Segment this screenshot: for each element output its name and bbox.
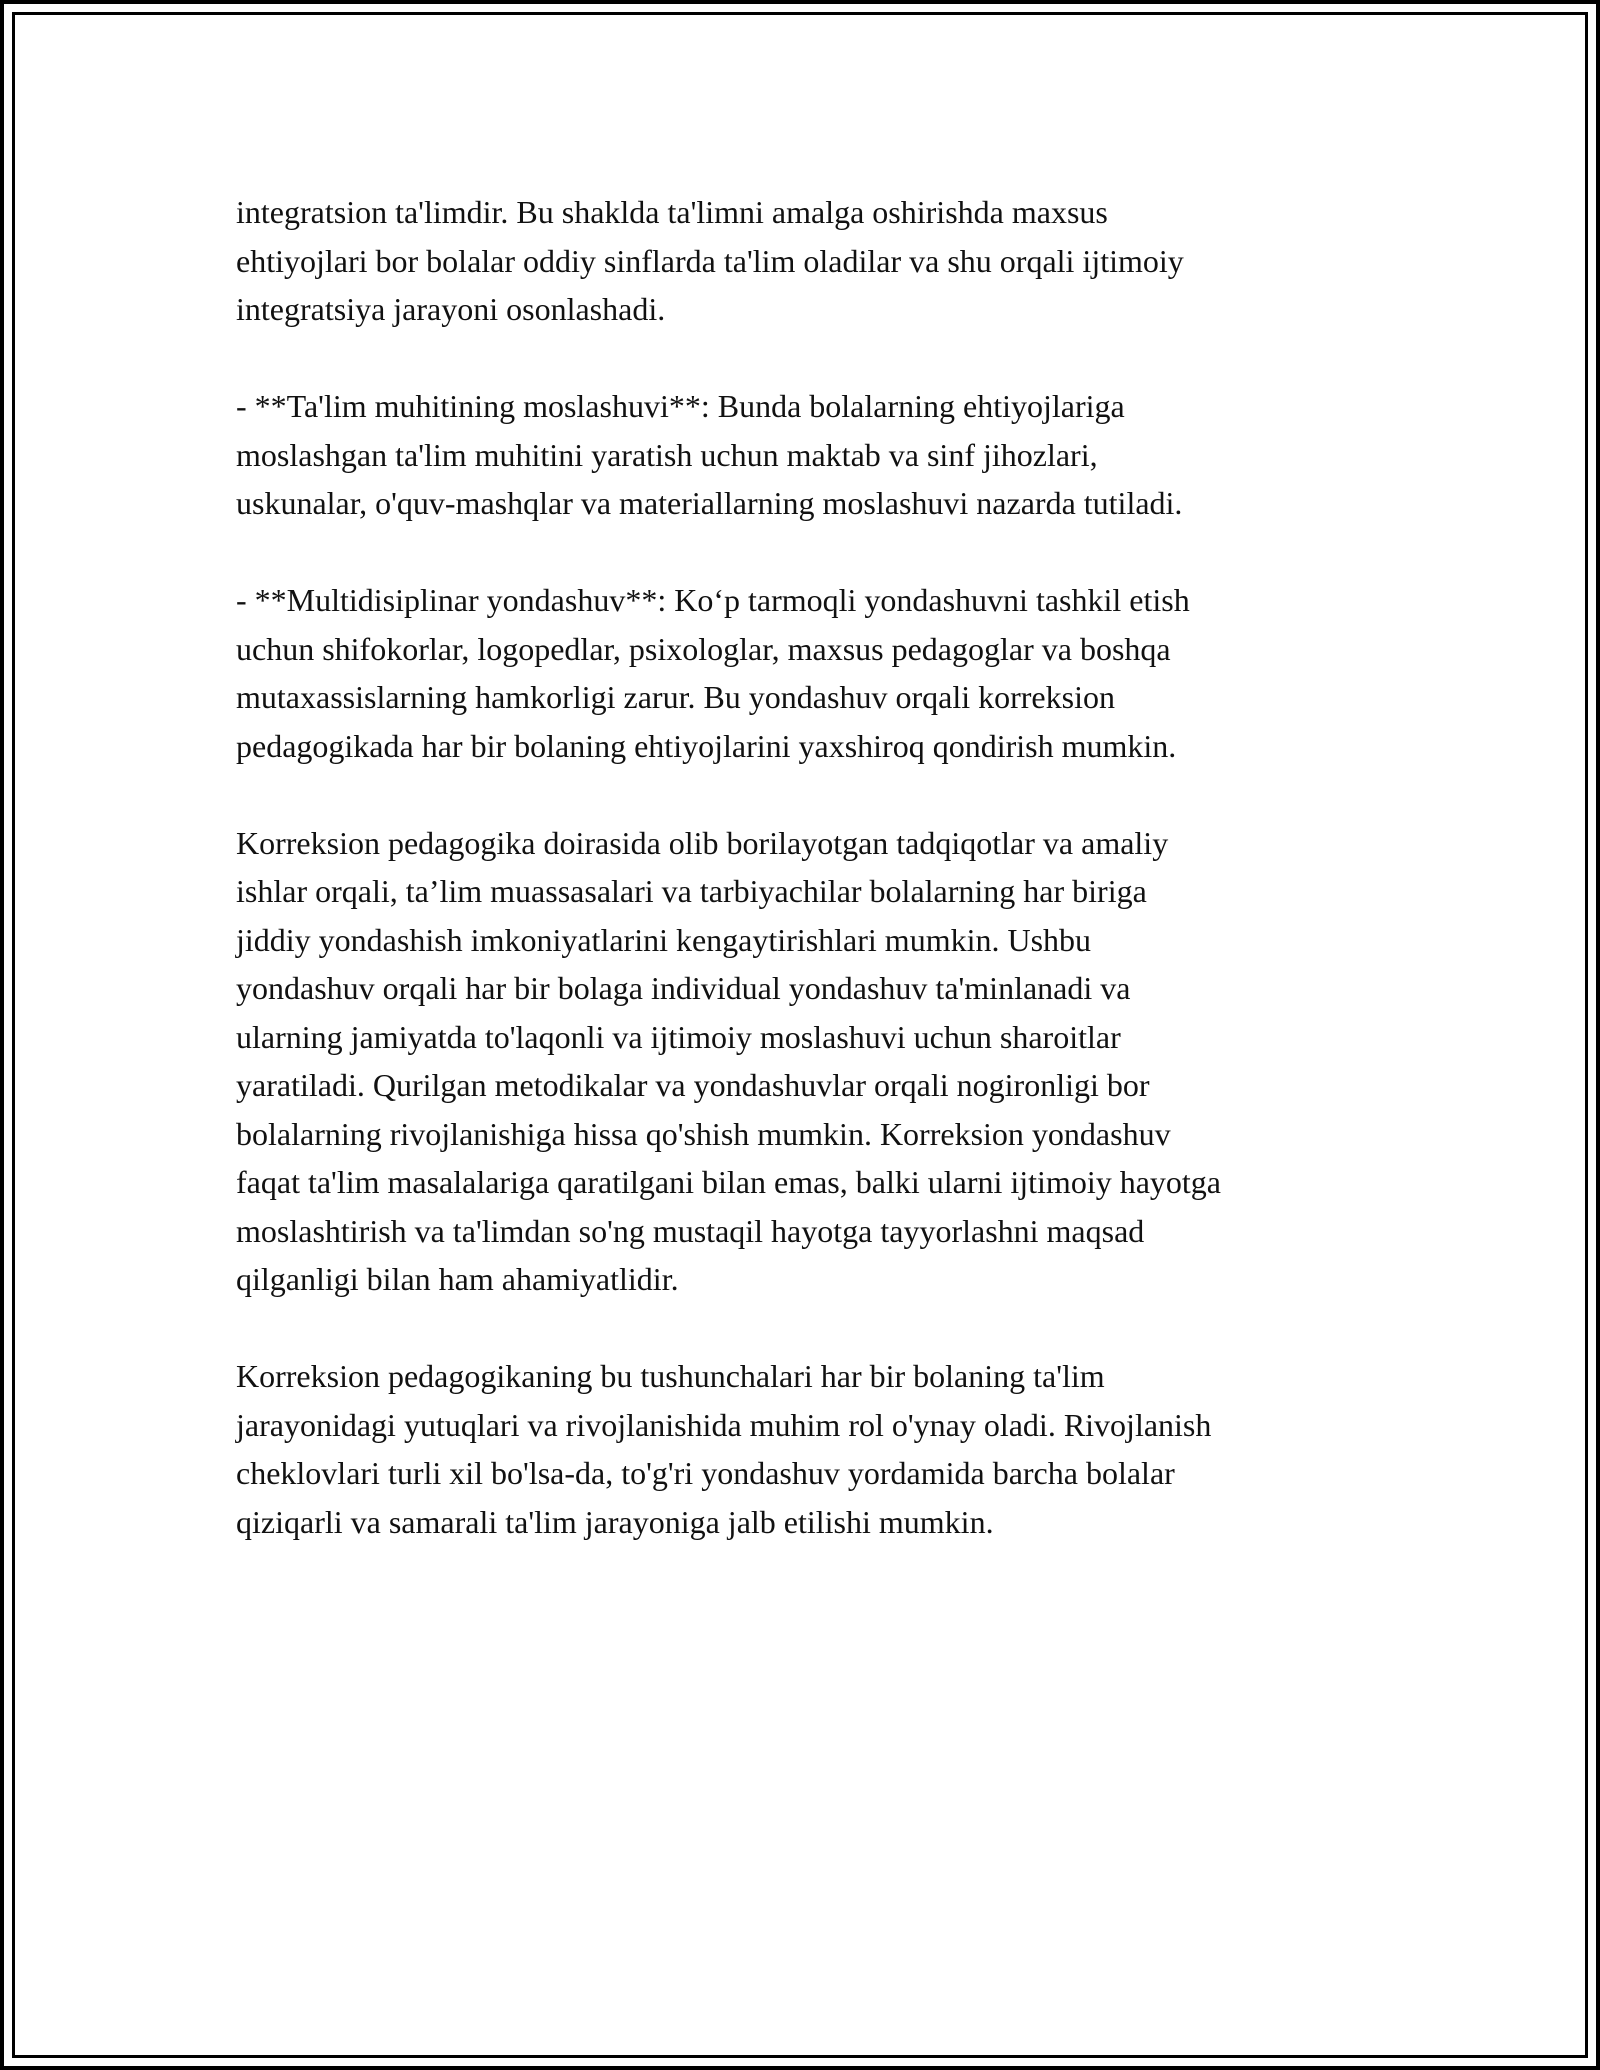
text-line: uchun shifokorlar, logopedlar, psixologlar, maxsus pedagoglar va boshqa (236, 630, 1171, 667)
text-line: cheklovlari turli xil bo'lsa-da, to'g'ri yondashuv yordamida barcha bolalar (236, 1455, 1175, 1491)
text-line: Korreksion pedagogikaning bu tushunchalari har bir bolaning ta'lim (236, 1358, 1105, 1394)
text-line: ishlar orqali, ta’lim muassasalari va tarbiyachilar bolalarning har biriga (236, 873, 1147, 909)
text-line: - **Ta'lim muhitining moslashuvi**: Bunda bolalarning ehtiyojlariga (236, 388, 1125, 424)
text-line: jiddiy yondashish imkoniyatlarini kengaytirishlari mumkin. Ushbu (236, 921, 1092, 958)
text-line: faqat ta'lim masalalariga qaratilgani bilan emas, balki ularni ijtimoiy hayotga (236, 1164, 1221, 1200)
text-line: yondashuv orqali har bir bolaga individual yondashuv ta'minlanadi va (236, 970, 1131, 1006)
paragraph-multidisciplinary (236, 576, 1396, 770)
text-line: moslashgan ta'lim muhitini yaratish uchun maktab va sinf jihozlari, (236, 436, 1098, 473)
text-line: qiziqarli va samarali ta'lim jarayoniga jalb etilishi mumkin. (236, 1503, 994, 1540)
text-line: uskunalar, o'quv-mashqlar va materiallarning moslashuvi nazarda tutiladi. (236, 485, 1183, 521)
text-line: pedagogikada har bir bolaning ehtiyojlarini yaxshiroq qondirish mumkin. (236, 727, 1177, 764)
text-line: bolalarning rivojlanishiga hissa qo'shish mumkin. Korreksion yondashuv (236, 1115, 1171, 1152)
paragraph-integration (236, 188, 1396, 334)
paragraph-conclusion (236, 1352, 1396, 1546)
text-line: integratsiya jarayoni osonlashadi. (236, 291, 666, 327)
text-line: - **Multidisiplinar yondashuv**: Ko‘p tarmoqli yondashuvni tashkil etish (236, 582, 1190, 618)
text-line: mutaxassislarning hamkorligi zarur. Bu yondashuv orqali korreksion (236, 679, 1115, 715)
text-line: jarayonidagi yutuqlari va rivojlanishida muhim rol o'ynay oladi. Rivojlanish (236, 1406, 1212, 1443)
text-line: integratsion ta'limdir. Bu shaklda ta'limni amalga oshirishda maxsus (236, 194, 1108, 230)
text-line: ehtiyojlari bor bolalar oddiy sinflarda ta'lim oladilar va shu orqali ijtimoiy (236, 242, 1184, 279)
paragraph-research (236, 819, 1396, 1304)
text-line: yaratiladi. Qurilgan metodikalar va yondashuvlar orqali nogironligi bor (236, 1067, 1150, 1103)
text-line: qilganligi bilan ham ahamiyatlidir. (236, 1261, 679, 1297)
document-body (236, 188, 1396, 1595)
text-line: Korreksion pedagogika doirasida olib borilayotgan tadqiqotlar va amaliy (236, 824, 1169, 861)
paragraph-environment-adaptation (236, 382, 1396, 528)
text-line: ularning jamiyatda to'laqonli va ijtimoiy moslashuvi uchun sharoitlar (236, 1018, 1121, 1055)
text-line: moslashtirish va ta'limdan so'ng mustaqil hayotga tayyorlashni maqsad (236, 1212, 1145, 1249)
